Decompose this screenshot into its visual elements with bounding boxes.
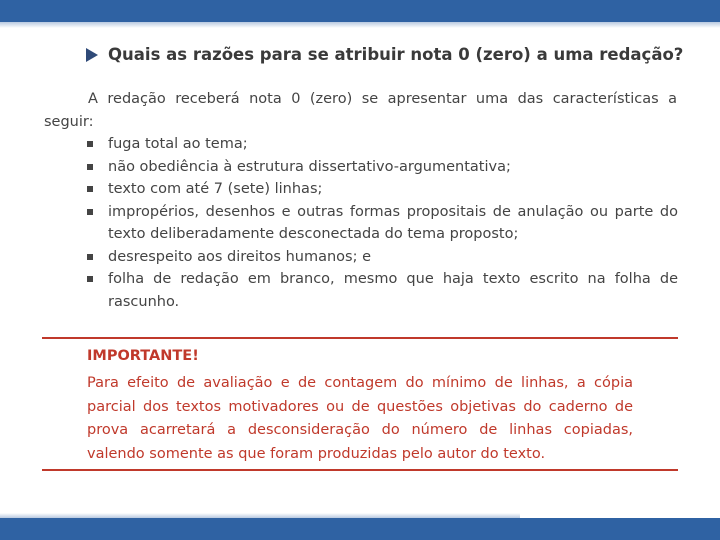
square-bullet-icon [87,254,93,260]
criteria-text: desrespeito aos direitos humanos; e [108,248,372,265]
square-bullet-icon [87,209,93,215]
divider-top [42,337,678,339]
list-item [86,178,678,201]
important-title: IMPORTANTE! [87,348,199,364]
square-bullet-icon [87,276,93,282]
square-bullet-icon [87,164,93,170]
list-item [86,268,678,313]
important-text: Para efeito de avaliação e de contagem do mínimo de linhas, a cópia parcial dos textos motivadores ou de questões objetivas do caderno de prova acarretará a desconsideração do número de linhas copiadas, valendo somente as que foram produzidas pelo autor do texto. [87,375,633,462]
square-bullet-icon [87,141,93,147]
criteria-list [86,133,678,313]
list-item [86,133,678,156]
criteria-text: impropérios, desenhos e outras formas propositais de anulação ou parte do texto deliberadamente desconectada do tema proposto; [108,203,678,242]
list-item [86,246,678,269]
divider-bottom [42,469,678,471]
criteria-text: folha de redação em branco, mesmo que haja texto escrito na folha de rascunho. [108,271,678,310]
list-item [86,156,678,179]
criteria-text: texto com até 7 (sete) linhas; [108,181,323,197]
question-text: Quais as razões para se atribuir nota 0 (zero) a uma redação? [108,45,684,64]
top-banner [0,0,720,22]
arrow-right-icon [86,48,98,62]
criteria-text: não obediência à estrutura dissertativo-argumentativa; [108,158,511,175]
bottom-banner [0,518,720,540]
question-heading [86,45,686,64]
intro-paragraph: A redação receberá nota 0 (zero) se apresentar uma das características a seguir: [44,91,677,130]
top-banner-shadow [0,22,720,28]
criteria-text: fuga total ao tema; [108,136,248,152]
square-bullet-icon [87,186,93,192]
list-item [86,201,678,246]
